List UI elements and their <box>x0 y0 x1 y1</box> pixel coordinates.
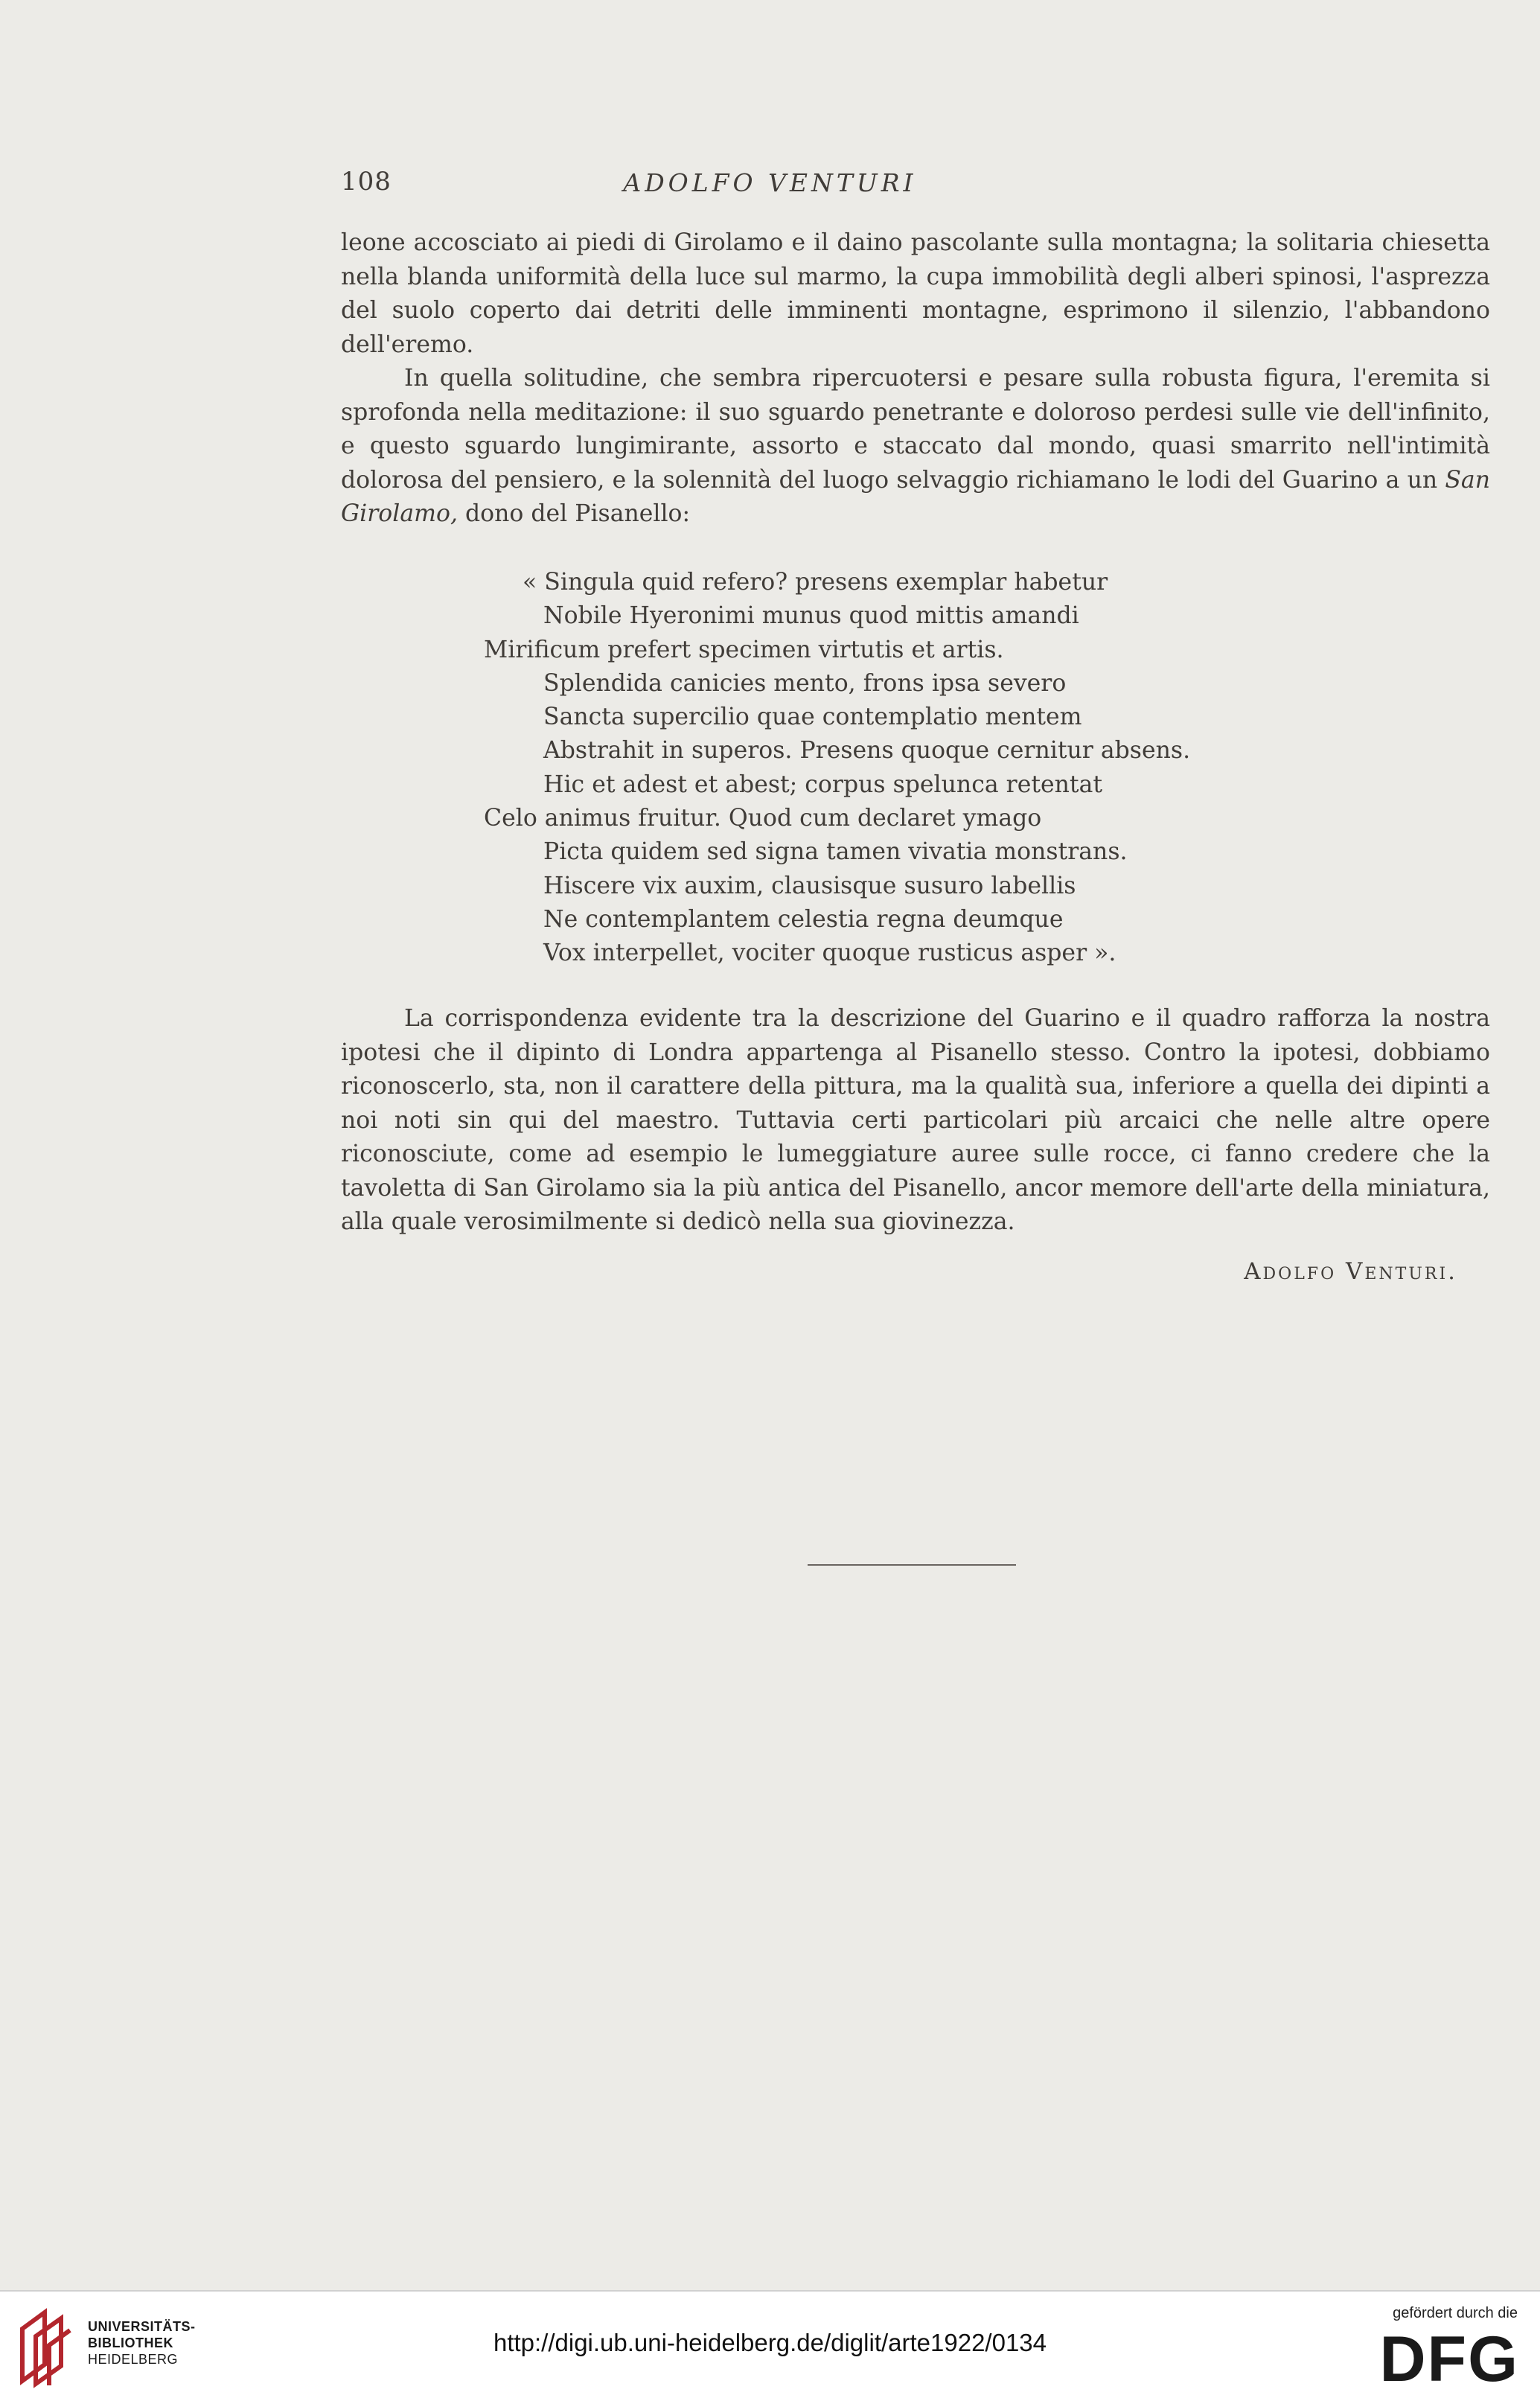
page-number: 108 <box>341 167 392 197</box>
poem-line-4: Splendida canicies mento, frons ipsa severo <box>543 669 1067 697</box>
poem-line-9: Picta quidem sed signa tamen vivatia monstrans. <box>543 838 1128 866</box>
poem-line-5: Sancta supercilio quae contemplatio mentem <box>543 704 1082 731</box>
paragraph-1-block <box>341 226 1490 362</box>
poem-line-6: Abstrahit in superos. Presens quoque cernitur absens. <box>543 737 1191 765</box>
paragraph-2-block <box>341 362 1490 532</box>
library-line-2: BIBLIOTHEK <box>88 2335 173 2350</box>
poem-line-8: Celo animus fruitur. Quod cum declaret ymago <box>484 805 1042 832</box>
paragraph-2-text: In quella solitudine, che sembra ripercuotersi e pesare sulla robusta figura, l'eremita si sprofonda nella meditazione: il suo sguardo penetrante e doloroso perdesi sulle vie dell'infinito, e questo sguardo lungimirante, assorto e staccato dal mondo, quasi smarrito nell'intimità dolorosa del pensiero, e la solennità del luogo selvaggio richiamano le lodi del Guarino a un <box>341 365 1490 494</box>
paragraph-3-block <box>341 1002 1490 1240</box>
library-line-3: HEIDELBERG <box>88 2352 179 2367</box>
poem-line-10: Hiscere vix auxim, clausisque susuro labellis <box>543 872 1076 899</box>
paragraph-1: leone accosciato ai piedi di Girolamo e il daino pascolante sulla montagna; la solitaria chiesetta nella blanda uniformità della luce sul marmo, la cupa immobilità degli alberi spinosi, l'asprezza del suolo coperto dai detriti delle imminenti montagne, esprimono il silenzio, l'abbandono dell'eremo. <box>341 229 1490 358</box>
poem-line-12: Vox interpellet, vociter quoque rusticus asper ». <box>543 940 1116 967</box>
poem-line-7: Hic et adest et abest; corpus spelunca retentat <box>543 771 1103 798</box>
paragraph-3: La corrispondenza evidente tra la descrizione del Guarino e il quadro rafforza la nostra ipotesi che il dipinto di Londra appartenga al Pisanello stesso. Contro la ipotesi, dobbiamo riconoscerlo, sta, non il carattere della pittura, ma la qualità sua, inferiore a quella dei dipinti a noi noti sin qui del maestro. Tuttavia certi particolari più arcaici che nelle altre opere riconosciute, come ad esempio le lumeggiature auree sulle rocce, ci fanno credere che la tavoletta di San Girolamo sia la più antica del Pisanello, ancor memore dell'arte della miniatura, alla quale verosimilmente si dedicò nella sua giovinezza. <box>341 1005 1490 1235</box>
poem-line-3: Mirificum prefert specimen virtutis et artis. <box>484 636 1004 663</box>
author-signature: Adolfo Venturi. <box>1244 1258 1457 1285</box>
library-line-1: UNIVERSITÄTS- <box>88 2319 196 2334</box>
section-divider <box>808 1564 1016 1566</box>
poem-line-1: « Singula quid refero? presens exemplar habetur <box>523 569 1108 596</box>
paragraph-2 <box>341 362 1490 532</box>
funding-caption: gefördert durch die <box>1393 2305 1518 2321</box>
paragraph-2-end: dono del Pisanello: <box>457 500 691 527</box>
running-head: ADOLFO VENTURI <box>623 168 917 197</box>
poem-line-11: Ne contemplantem celestia regna deumque <box>543 905 1064 933</box>
paragraph-2-italic: San Girolamo, <box>341 466 1490 527</box>
dfg-logo[interactable]: DFG <box>1379 2324 1519 2395</box>
permalink-url[interactable]: http://digi.ub.uni-heidelberg.de/diglit/arte1922/0134 <box>493 2329 1047 2356</box>
footer-bar <box>0 2290 1540 2401</box>
poem-line-2: Nobile Hyeronimi munus quod mittis amandi <box>543 602 1079 630</box>
poem-block <box>484 566 1190 971</box>
